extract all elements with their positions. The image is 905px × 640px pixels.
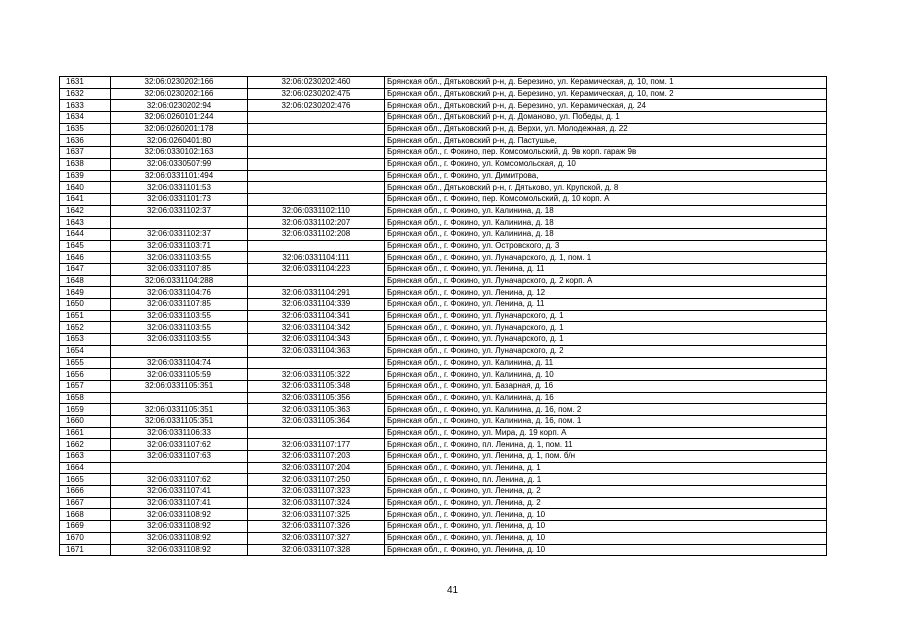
table-row	[60, 299, 827, 311]
row-number-cell: 1637	[60, 147, 111, 159]
address-cell: Брянская обл., г. Фокино, ул. Ленина, д. 10	[385, 544, 827, 556]
parent-cadastral-number-cell: 32:06:0331104:288	[111, 275, 248, 287]
parent-cadastral-number-cell: 32:06:0230202:166	[111, 77, 248, 89]
cadastral-number-cell: 32:06:0331107:325	[248, 509, 385, 521]
row-number-cell: 1650	[60, 299, 111, 311]
table-row	[60, 322, 827, 334]
address-cell: Брянская обл., г. Фокино, пер. Комсомольский, д. 9в корп. гараж 9в	[385, 147, 827, 159]
row-number-cell: 1642	[60, 205, 111, 217]
cadastral-number-cell: 32:06:0331105:322	[248, 369, 385, 381]
row-number-cell: 1654	[60, 345, 111, 357]
table-row	[60, 170, 827, 182]
row-number-cell: 1633	[60, 100, 111, 112]
cadastral-number-cell	[248, 123, 385, 135]
table-row	[60, 182, 827, 194]
table-row	[60, 521, 827, 533]
parent-cadastral-number-cell: 32:06:0331105:351	[111, 415, 248, 427]
address-cell: Брянская обл., г. Фокино, ул. Калинина, д. 18	[385, 205, 827, 217]
cadastral-number-cell: 32:06:0331104:343	[248, 334, 385, 346]
table-row	[60, 264, 827, 276]
parent-cadastral-number-cell: 32:06:0331107:85	[111, 299, 248, 311]
address-cell: Брянская обл., г. Фокино, ул. Калинина, д. 16, пом. 2	[385, 404, 827, 416]
table-row	[60, 135, 827, 147]
table-row	[60, 217, 827, 229]
row-number-cell: 1668	[60, 509, 111, 521]
table-row	[60, 544, 827, 556]
row-number-cell: 1669	[60, 521, 111, 533]
parent-cadastral-number-cell: 32:06:0331105:351	[111, 404, 248, 416]
cadastral-number-cell: 32:06:0331104:341	[248, 310, 385, 322]
row-number-cell: 1652	[60, 322, 111, 334]
cadastral-number-cell	[248, 193, 385, 205]
row-number-cell: 1651	[60, 310, 111, 322]
cadastral-number-cell: 32:06:0230202:475	[248, 88, 385, 100]
cadastral-number-cell	[248, 427, 385, 439]
parent-cadastral-number-cell	[111, 392, 248, 404]
parent-cadastral-number-cell	[111, 462, 248, 474]
row-number-cell: 1640	[60, 182, 111, 194]
table-row	[60, 193, 827, 205]
address-cell: Брянская обл., Дятьковский р-н, д. Доманово, ул. Победы, д. 1	[385, 112, 827, 124]
address-cell: Брянская обл., г. Фокино, ул. Ленина, д. 10	[385, 521, 827, 533]
row-number-cell: 1658	[60, 392, 111, 404]
address-cell: Брянская обл., г. Фокино, ул. Комсомольская, д. 10	[385, 158, 827, 170]
address-cell: Брянская обл., г. Фокино, ул. Ленина, д. 1, пом. б/н	[385, 451, 827, 463]
row-number-cell: 1631	[60, 77, 111, 89]
cadastral-number-cell: 32:06:0331104:363	[248, 345, 385, 357]
cadastral-number-cell: 32:06:0331107:328	[248, 544, 385, 556]
table-row	[60, 357, 827, 369]
cadastral-number-cell: 32:06:0331104:111	[248, 252, 385, 264]
table-row	[60, 240, 827, 252]
address-cell: Брянская обл., г. Фокино, пл. Ленина, д. 1	[385, 474, 827, 486]
cadastral-number-cell: 32:06:0331107:204	[248, 462, 385, 474]
parent-cadastral-number-cell: 32:06:0331107:62	[111, 474, 248, 486]
address-cell: Брянская обл., г. Фокино, ул. Луначарского, д. 2	[385, 345, 827, 357]
address-cell: Брянская обл., г. Фокино, ул. Калинина, д. 11	[385, 357, 827, 369]
table-row	[60, 287, 827, 299]
table-row	[60, 123, 827, 135]
parent-cadastral-number-cell: 32:06:0331108:92	[111, 521, 248, 533]
table-row	[60, 205, 827, 217]
parent-cadastral-number-cell: 32:06:0331105:59	[111, 369, 248, 381]
parent-cadastral-number-cell: 32:06:0331103:55	[111, 322, 248, 334]
row-number-cell: 1663	[60, 451, 111, 463]
table-row	[60, 158, 827, 170]
row-number-cell: 1655	[60, 357, 111, 369]
row-number-cell: 1634	[60, 112, 111, 124]
row-number-cell: 1666	[60, 486, 111, 498]
table-row	[60, 497, 827, 509]
parent-cadastral-number-cell: 32:06:0331104:74	[111, 357, 248, 369]
parent-cadastral-number-cell: 32:06:0331101:73	[111, 193, 248, 205]
table-row	[60, 100, 827, 112]
table-row	[60, 334, 827, 346]
cadastral-number-cell	[248, 135, 385, 147]
cadastral-number-cell: 32:06:0331105:356	[248, 392, 385, 404]
row-number-cell: 1670	[60, 532, 111, 544]
cadastral-number-cell: 32:06:0230202:460	[248, 77, 385, 89]
row-number-cell: 1635	[60, 123, 111, 135]
address-cell: Брянская обл., г. Фокино, ул. Ленина, д. 12	[385, 287, 827, 299]
parent-cadastral-number-cell: 32:06:0260101:244	[111, 112, 248, 124]
property-register-table	[59, 76, 827, 556]
cadastral-number-cell: 32:06:0331102:207	[248, 217, 385, 229]
address-cell: Брянская обл., г. Фокино, ул. Ленина, д. 10	[385, 509, 827, 521]
cadastral-number-cell: 32:06:0331104:342	[248, 322, 385, 334]
cadastral-number-cell	[248, 112, 385, 124]
address-cell: Брянская обл., г. Фокино, ул. Калинина, д. 18	[385, 228, 827, 240]
address-cell: Брянская обл., г. Фокино, ул. Калинина, д. 16, пом. 1	[385, 415, 827, 427]
parent-cadastral-number-cell: 32:06:0331103:55	[111, 334, 248, 346]
row-number-cell: 1646	[60, 252, 111, 264]
row-number-cell: 1647	[60, 264, 111, 276]
table-row	[60, 486, 827, 498]
parent-cadastral-number-cell: 32:06:0331106:33	[111, 427, 248, 439]
cadastral-number-cell	[248, 275, 385, 287]
address-cell: Брянская обл., г. Фокино, ул. Калинина, д. 16	[385, 392, 827, 404]
parent-cadastral-number-cell: 32:06:0331108:92	[111, 544, 248, 556]
table-row	[60, 451, 827, 463]
cadastral-number-cell: 32:06:0331105:363	[248, 404, 385, 416]
address-cell: Брянская обл., Дятьковский р-н, д. Березино, ул. Керамическая, д. 10, пом. 2	[385, 88, 827, 100]
parent-cadastral-number-cell: 32:06:0331103:71	[111, 240, 248, 252]
address-cell: Брянская обл., г. Фокино, ул. Островского, д. 3	[385, 240, 827, 252]
parent-cadastral-number-cell: 32:06:0230202:94	[111, 100, 248, 112]
cadastral-number-cell: 32:06:0331107:177	[248, 439, 385, 451]
table-row	[60, 380, 827, 392]
address-cell: Брянская обл., г. Фокино, ул. Ленина, д. 10	[385, 532, 827, 544]
address-cell: Брянская обл., г. Фокино, ул. Луначарского, д. 2 корп. А	[385, 275, 827, 287]
row-number-cell: 1657	[60, 380, 111, 392]
address-cell: Брянская обл., Дятьковский р-н, д. Березино, ул. Керамическая, д. 10, пом. 1	[385, 77, 827, 89]
address-cell: Брянская обл., г. Фокино, пер. Комсомольский, д. 10 корп. А	[385, 193, 827, 205]
table-row	[60, 252, 827, 264]
cadastral-number-cell	[248, 158, 385, 170]
table-body	[60, 77, 827, 556]
parent-cadastral-number-cell: 32:06:0260201:178	[111, 123, 248, 135]
parent-cadastral-number-cell: 32:06:0330507:99	[111, 158, 248, 170]
table-row	[60, 427, 827, 439]
page-number: 41	[446, 585, 459, 596]
parent-cadastral-number-cell: 32:06:0330102:163	[111, 147, 248, 159]
cadastral-number-cell: 32:06:0331107:324	[248, 497, 385, 509]
row-number-cell: 1649	[60, 287, 111, 299]
row-number-cell: 1641	[60, 193, 111, 205]
parent-cadastral-number-cell: 32:06:0331103:55	[111, 252, 248, 264]
address-cell: Брянская обл., г. Фокино, ул. Луначарского, д. 1	[385, 322, 827, 334]
table-row	[60, 345, 827, 357]
parent-cadastral-number-cell: 32:06:0331108:92	[111, 509, 248, 521]
address-cell: Брянская обл., г. Фокино, ул. Калинина, д. 10	[385, 369, 827, 381]
address-cell: Брянская обл., г. Фокино, ул. Луначарского, д. 1	[385, 334, 827, 346]
parent-cadastral-number-cell: 32:06:0230202:166	[111, 88, 248, 100]
parent-cadastral-number-cell: 32:06:0331102:37	[111, 205, 248, 217]
parent-cadastral-number-cell	[111, 217, 248, 229]
cadastral-number-cell: 32:06:0331107:323	[248, 486, 385, 498]
table-row	[60, 509, 827, 521]
cadastral-number-cell: 32:06:0331107:327	[248, 532, 385, 544]
table-row	[60, 77, 827, 89]
row-number-cell: 1656	[60, 369, 111, 381]
cadastral-number-cell: 32:06:0331102:110	[248, 205, 385, 217]
cadastral-number-cell	[248, 240, 385, 252]
table-row	[60, 369, 827, 381]
address-cell: Брянская обл., г. Фокино, пл. Ленина, д. 1, пом. 11	[385, 439, 827, 451]
cadastral-number-cell: 32:06:0331104:291	[248, 287, 385, 299]
address-cell: Брянская обл., г. Фокино, ул. Мира, д. 19 корп. А	[385, 427, 827, 439]
parent-cadastral-number-cell: 32:06:0331108:92	[111, 532, 248, 544]
table-row	[60, 462, 827, 474]
cadastral-number-cell	[248, 147, 385, 159]
row-number-cell: 1653	[60, 334, 111, 346]
row-number-cell: 1671	[60, 544, 111, 556]
parent-cadastral-number-cell	[111, 345, 248, 357]
cadastral-number-cell: 32:06:0331104:339	[248, 299, 385, 311]
cadastral-number-cell: 32:06:0331104:223	[248, 264, 385, 276]
cadastral-number-cell: 32:06:0331105:348	[248, 380, 385, 392]
address-cell: Брянская обл., Дятьковский р-н, г. Дятьково, ул. Крупской, д. 8	[385, 182, 827, 194]
parent-cadastral-number-cell: 32:06:0331103:55	[111, 310, 248, 322]
parent-cadastral-number-cell: 32:06:0331107:63	[111, 451, 248, 463]
address-cell: Брянская обл., г. Фокино, ул. Луначарского, д. 1, пом. 1	[385, 252, 827, 264]
parent-cadastral-number-cell: 32:06:0331102:37	[111, 228, 248, 240]
row-number-cell: 1665	[60, 474, 111, 486]
row-number-cell: 1648	[60, 275, 111, 287]
cadastral-number-cell: 32:06:0331105:364	[248, 415, 385, 427]
cadastral-number-cell: 32:06:0331102:208	[248, 228, 385, 240]
cadastral-number-cell: 32:06:0331107:250	[248, 474, 385, 486]
address-cell: Брянская обл., г. Фокино, ул. Ленина, д. 1	[385, 462, 827, 474]
row-number-cell: 1660	[60, 415, 111, 427]
parent-cadastral-number-cell: 32:06:0331107:41	[111, 497, 248, 509]
parent-cadastral-number-cell: 32:06:0331107:62	[111, 439, 248, 451]
table-row	[60, 112, 827, 124]
table-row	[60, 147, 827, 159]
address-cell: Брянская обл., Дятьковский р-н, д. Пастушье,	[385, 135, 827, 147]
parent-cadastral-number-cell: 32:06:0331101:53	[111, 182, 248, 194]
table-row	[60, 415, 827, 427]
address-cell: Брянская обл., г. Фокино, ул. Ленина, д. 2	[385, 497, 827, 509]
parent-cadastral-number-cell: 32:06:0331101:494	[111, 170, 248, 182]
table-row	[60, 310, 827, 322]
row-number-cell: 1644	[60, 228, 111, 240]
table-row	[60, 439, 827, 451]
table-row	[60, 392, 827, 404]
address-cell: Брянская обл., Дятьковский р-н, д. Березино, ул. Керамическая, д. 24	[385, 100, 827, 112]
row-number-cell: 1662	[60, 439, 111, 451]
cadastral-number-cell: 32:06:0331107:326	[248, 521, 385, 533]
row-number-cell: 1636	[60, 135, 111, 147]
address-cell: Брянская обл., г. Фокино, ул. Луначарского, д. 1	[385, 310, 827, 322]
parent-cadastral-number-cell: 32:06:0331105:351	[111, 380, 248, 392]
address-cell: Брянская обл., Дятьковский р-н, д. Верхи, ул. Молодежная, д. 22	[385, 123, 827, 135]
row-number-cell: 1639	[60, 170, 111, 182]
table-row	[60, 532, 827, 544]
row-number-cell: 1661	[60, 427, 111, 439]
cadastral-number-cell: 32:06:0331107:203	[248, 451, 385, 463]
table-row	[60, 474, 827, 486]
address-cell: Брянская обл., г. Фокино, ул. Калинина, д. 18	[385, 217, 827, 229]
address-cell: Брянская обл., г. Фокино, ул. Димитрова,	[385, 170, 827, 182]
row-number-cell: 1643	[60, 217, 111, 229]
parent-cadastral-number-cell: 32:06:0331107:85	[111, 264, 248, 276]
row-number-cell: 1664	[60, 462, 111, 474]
cadastral-number-cell	[248, 170, 385, 182]
row-number-cell: 1632	[60, 88, 111, 100]
address-cell: Брянская обл., г. Фокино, ул. Ленина, д. 2	[385, 486, 827, 498]
address-cell: Брянская обл., г. Фокино, ул. Базарная, д. 16	[385, 380, 827, 392]
address-cell: Брянская обл., г. Фокино, ул. Ленина, д. 11	[385, 264, 827, 276]
parent-cadastral-number-cell: 32:06:0260401:80	[111, 135, 248, 147]
cadastral-number-cell: 32:06:0230202:476	[248, 100, 385, 112]
parent-cadastral-number-cell: 32:06:0331107:41	[111, 486, 248, 498]
parent-cadastral-number-cell: 32:06:0331104:76	[111, 287, 248, 299]
row-number-cell: 1667	[60, 497, 111, 509]
address-cell: Брянская обл., г. Фокино, ул. Ленина, д. 11	[385, 299, 827, 311]
cadastral-number-cell	[248, 182, 385, 194]
table-row	[60, 228, 827, 240]
table-row	[60, 275, 827, 287]
row-number-cell: 1659	[60, 404, 111, 416]
table-row	[60, 88, 827, 100]
row-number-cell: 1645	[60, 240, 111, 252]
cadastral-number-cell	[248, 357, 385, 369]
table-row	[60, 404, 827, 416]
row-number-cell: 1638	[60, 158, 111, 170]
